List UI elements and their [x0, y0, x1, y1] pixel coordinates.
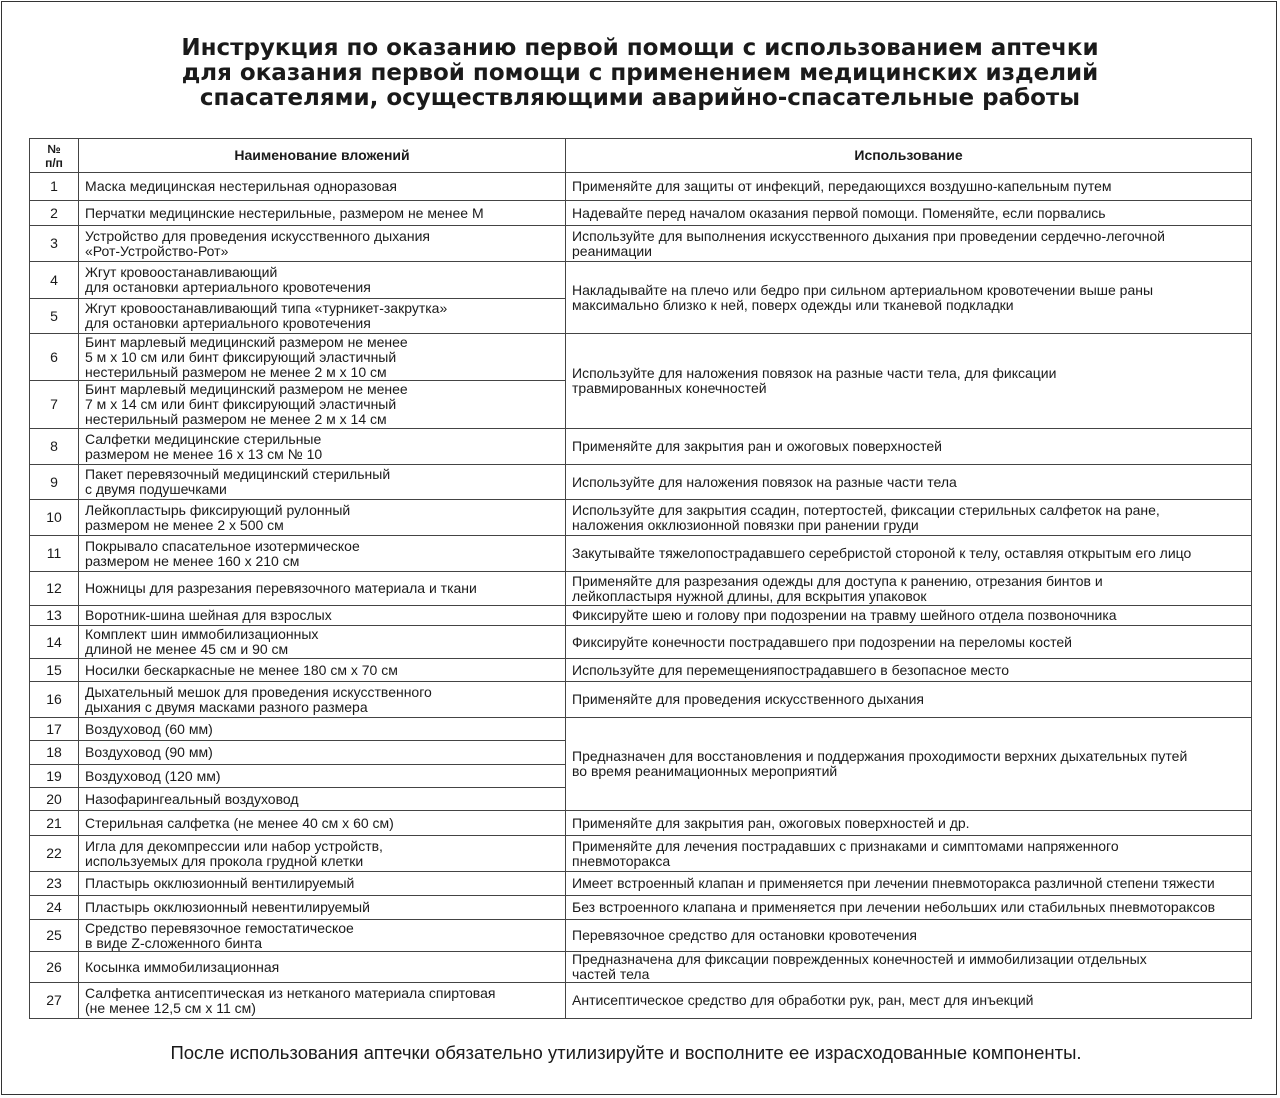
item-usage: Используйте для выполнения искусственного дыхания при проведении сердечно-легочной реанимации: [566, 226, 1252, 262]
item-name: Стерильная салфетка (не менее 40 см х 60 см): [79, 811, 566, 836]
row-number: 20: [30, 788, 79, 811]
item-name: Салфетка антисептическая из нетканого материала спиртовая (не менее 12,5 см х 11 см): [79, 983, 566, 1019]
table-row: [30, 173, 1252, 201]
header-usage: Использование: [566, 139, 1252, 173]
item-name: Бинт марлевый медицинский размером не менее 5 м х 10 см или бинт фиксирующий эластичный нестерильный размером не менее 2 м х 10 см: [79, 334, 566, 381]
first-aid-kit-table: [29, 138, 1252, 1019]
item-usage: Используйте для наложения повязок на разные части тела: [566, 465, 1252, 500]
item-usage: Надевайте перед началом оказания первой помощи. Поменяйте, если порвались: [566, 201, 1252, 226]
item-usage: Закутывайте тяжелопострадавшего серебристой стороной к телу, оставляя открытым его лицо: [566, 536, 1252, 572]
item-name: Жгут кровоостанавливающий типа «турникет-закрутка» для остановки артериального кровотечения: [79, 299, 566, 334]
table-row: [30, 572, 1252, 606]
item-usage: Антисептическое средство для обработки рук, ран, мест для инъекций: [566, 983, 1252, 1019]
item-usage: Фиксируйте шею и голову при подозрении на травму шейного отдела позвоночника: [566, 606, 1252, 626]
table-row: [30, 334, 1252, 381]
title-line-1: Инструкция по оказанию первой помощи с использованием аптечки: [181, 35, 1099, 61]
table-row: [30, 811, 1252, 836]
item-name: Жгут кровоостанавливающий для остановки артериального кровотечения: [79, 262, 566, 299]
item-name: Ножницы для разрезания перевязочного материала и ткани: [79, 572, 566, 606]
item-usage: Используйте для перемещенияпострадавшего в безопасное место: [566, 659, 1252, 682]
row-number: 7: [30, 381, 79, 429]
row-number: 27: [30, 983, 79, 1019]
row-number: 3: [30, 226, 79, 262]
item-usage: Накладывайте на плечо или бедро при сильном артериальном кровотечении выше раны максимально близко к ней, поверх одежды или тканевой подкладки: [566, 262, 1252, 334]
row-number: 19: [30, 765, 79, 788]
row-number: 12: [30, 572, 79, 606]
row-number: 22: [30, 836, 79, 872]
item-name: Воздуховод (90 мм): [79, 741, 566, 765]
table-row: [30, 920, 1252, 952]
row-number: 18: [30, 741, 79, 765]
table-row: [30, 682, 1252, 718]
row-number: 15: [30, 659, 79, 682]
item-name: Лейкопластырь фиксирующий рулонный размером не менее 2 х 500 см: [79, 500, 566, 536]
table-row: [30, 606, 1252, 626]
item-name: Пакет перевязочный медицинский стерильный с двумя подушечками: [79, 465, 566, 500]
table-row: [30, 429, 1252, 465]
table-row: [30, 718, 1252, 741]
table-header-row: [30, 139, 1252, 173]
row-number: 16: [30, 682, 79, 718]
table-row: [30, 896, 1252, 920]
table-row: [30, 626, 1252, 659]
item-name: Пластырь окклюзионный невентилируемый: [79, 896, 566, 920]
row-number: 26: [30, 952, 79, 983]
row-number: 1: [30, 173, 79, 201]
header-item-name: Наименование вложений: [79, 139, 566, 173]
row-number: 23: [30, 872, 79, 896]
table-row: [30, 500, 1252, 536]
item-usage: Применяйте для закрытия ран, ожоговых поверхностей и др.: [566, 811, 1252, 836]
table-row: [30, 262, 1252, 299]
table-row: [30, 983, 1252, 1019]
title-line-2: для оказания первой помощи с применением медицинских изделий: [181, 60, 1099, 86]
row-number: 24: [30, 896, 79, 920]
item-name: Покрывало спасательное изотермическое размером не менее 160 х 210 см: [79, 536, 566, 572]
item-name: Дыхательный мешок для проведения искусственного дыхания с двумя масками разного размера: [79, 682, 566, 718]
item-name: Комплект шин иммобилизационных длиной не менее 45 см и 90 см: [79, 626, 566, 659]
item-usage: Применяйте для защиты от инфекций, передающихся воздушно-капельным путем: [566, 173, 1252, 201]
item-name: Воздуховод (60 мм): [79, 718, 566, 741]
row-number: 14: [30, 626, 79, 659]
item-name: Маска медицинская нестерильная одноразовая: [79, 173, 566, 201]
table-row: [30, 226, 1252, 262]
row-number: 13: [30, 606, 79, 626]
item-name: Бинт марлевый медицинский размером не менее 7 м х 14 см или бинт фиксирующий эластичный нестерильный размером не менее 2 м х 14 см: [79, 381, 566, 429]
item-name: Воздуховод (120 мм): [79, 765, 566, 788]
page-title: [0, 36, 1280, 111]
item-name: Перчатки медицинские нестерильные, размером не менее М: [79, 201, 566, 226]
item-usage: Применяйте для разрезания одежды для доступа к ранению, отрезания бинтов и лейкопластыря нужной длины, для вскрытия упаковок: [566, 572, 1252, 606]
table-row: [30, 872, 1252, 896]
row-number: 11: [30, 536, 79, 572]
row-number: 5: [30, 299, 79, 334]
item-usage: Фиксируйте конечности пострадавшего при подозрении на переломы костей: [566, 626, 1252, 659]
row-number: 10: [30, 500, 79, 536]
row-number: 21: [30, 811, 79, 836]
table-row: [30, 201, 1252, 226]
item-name: Салфетки медицинские стерильные размером не менее 16 х 13 см № 10: [79, 429, 566, 465]
item-name: Носилки бескаркасные не менее 180 см х 70 см: [79, 659, 566, 682]
item-usage: Используйте для закрытия ссадин, потертостей, фиксации стерильных салфеток на ране, наложения окклюзионной повязки при ранении груди: [566, 500, 1252, 536]
item-usage: Применяйте для проведения искусственного дыхания: [566, 682, 1252, 718]
title-line-3: спасателями, осуществляющими аварийно-спасательные работы: [199, 85, 1081, 111]
row-number: 8: [30, 429, 79, 465]
table-row: [30, 659, 1252, 682]
item-name: Косынка иммобилизационная: [79, 952, 566, 983]
table-row: [30, 465, 1252, 500]
item-name: Устройство для проведения искусственного дыхания «Рот-Устройство-Рот»: [79, 226, 566, 262]
row-number: 6: [30, 334, 79, 381]
row-number: 9: [30, 465, 79, 500]
item-name: Воротник-шина шейная для взрослых: [79, 606, 566, 626]
item-usage: Без встроенного клапана и применяется при лечении небольших или стабильных пневмотораксов: [566, 896, 1252, 920]
row-number: 17: [30, 718, 79, 741]
row-number: 4: [30, 262, 79, 299]
item-usage: Применяйте для закрытия ран и ожоговых поверхностей: [566, 429, 1252, 465]
row-number: 2: [30, 201, 79, 226]
item-usage: Используйте для наложения повязок на разные части тела, для фиксации травмированных конечностей: [566, 334, 1252, 429]
table-row: [30, 952, 1252, 983]
item-name: Пластырь окклюзионный вентилируемый: [79, 872, 566, 896]
item-name: Игла для декомпрессии или набор устройств, используемых для прокола грудной клетки: [79, 836, 566, 872]
row-number: 25: [30, 920, 79, 952]
item-usage: Предназначен для восстановления и поддержания проходимости верхних дыхательных путей во время реанимационных мероприятий: [566, 718, 1252, 811]
item-usage: Имеет встроенный клапан и применяется при лечении пневмоторакса различной степени тяжести: [566, 872, 1252, 896]
item-usage: Применяйте для лечения пострадавших с признаками и симптомами напряженного пневмоторакса: [566, 836, 1252, 872]
table-row: [30, 536, 1252, 572]
item-name: Назофарингеальный воздуховод: [79, 788, 566, 811]
item-name: Средство перевязочное гемостатическое в виде Z-сложенного бинта: [79, 920, 566, 952]
header-number: № п/п: [30, 139, 79, 173]
item-usage: Предназначена для фиксации поврежденных конечностей и иммобилизации отдельных частей тела: [566, 952, 1252, 983]
footer-note: После использования аптечки обязательно утилизируйте и восполните ее израсходованные компоненты.: [170, 1042, 1082, 1063]
table-row: [30, 836, 1252, 872]
item-usage: Перевязочное средство для остановки кровотечения: [566, 920, 1252, 952]
